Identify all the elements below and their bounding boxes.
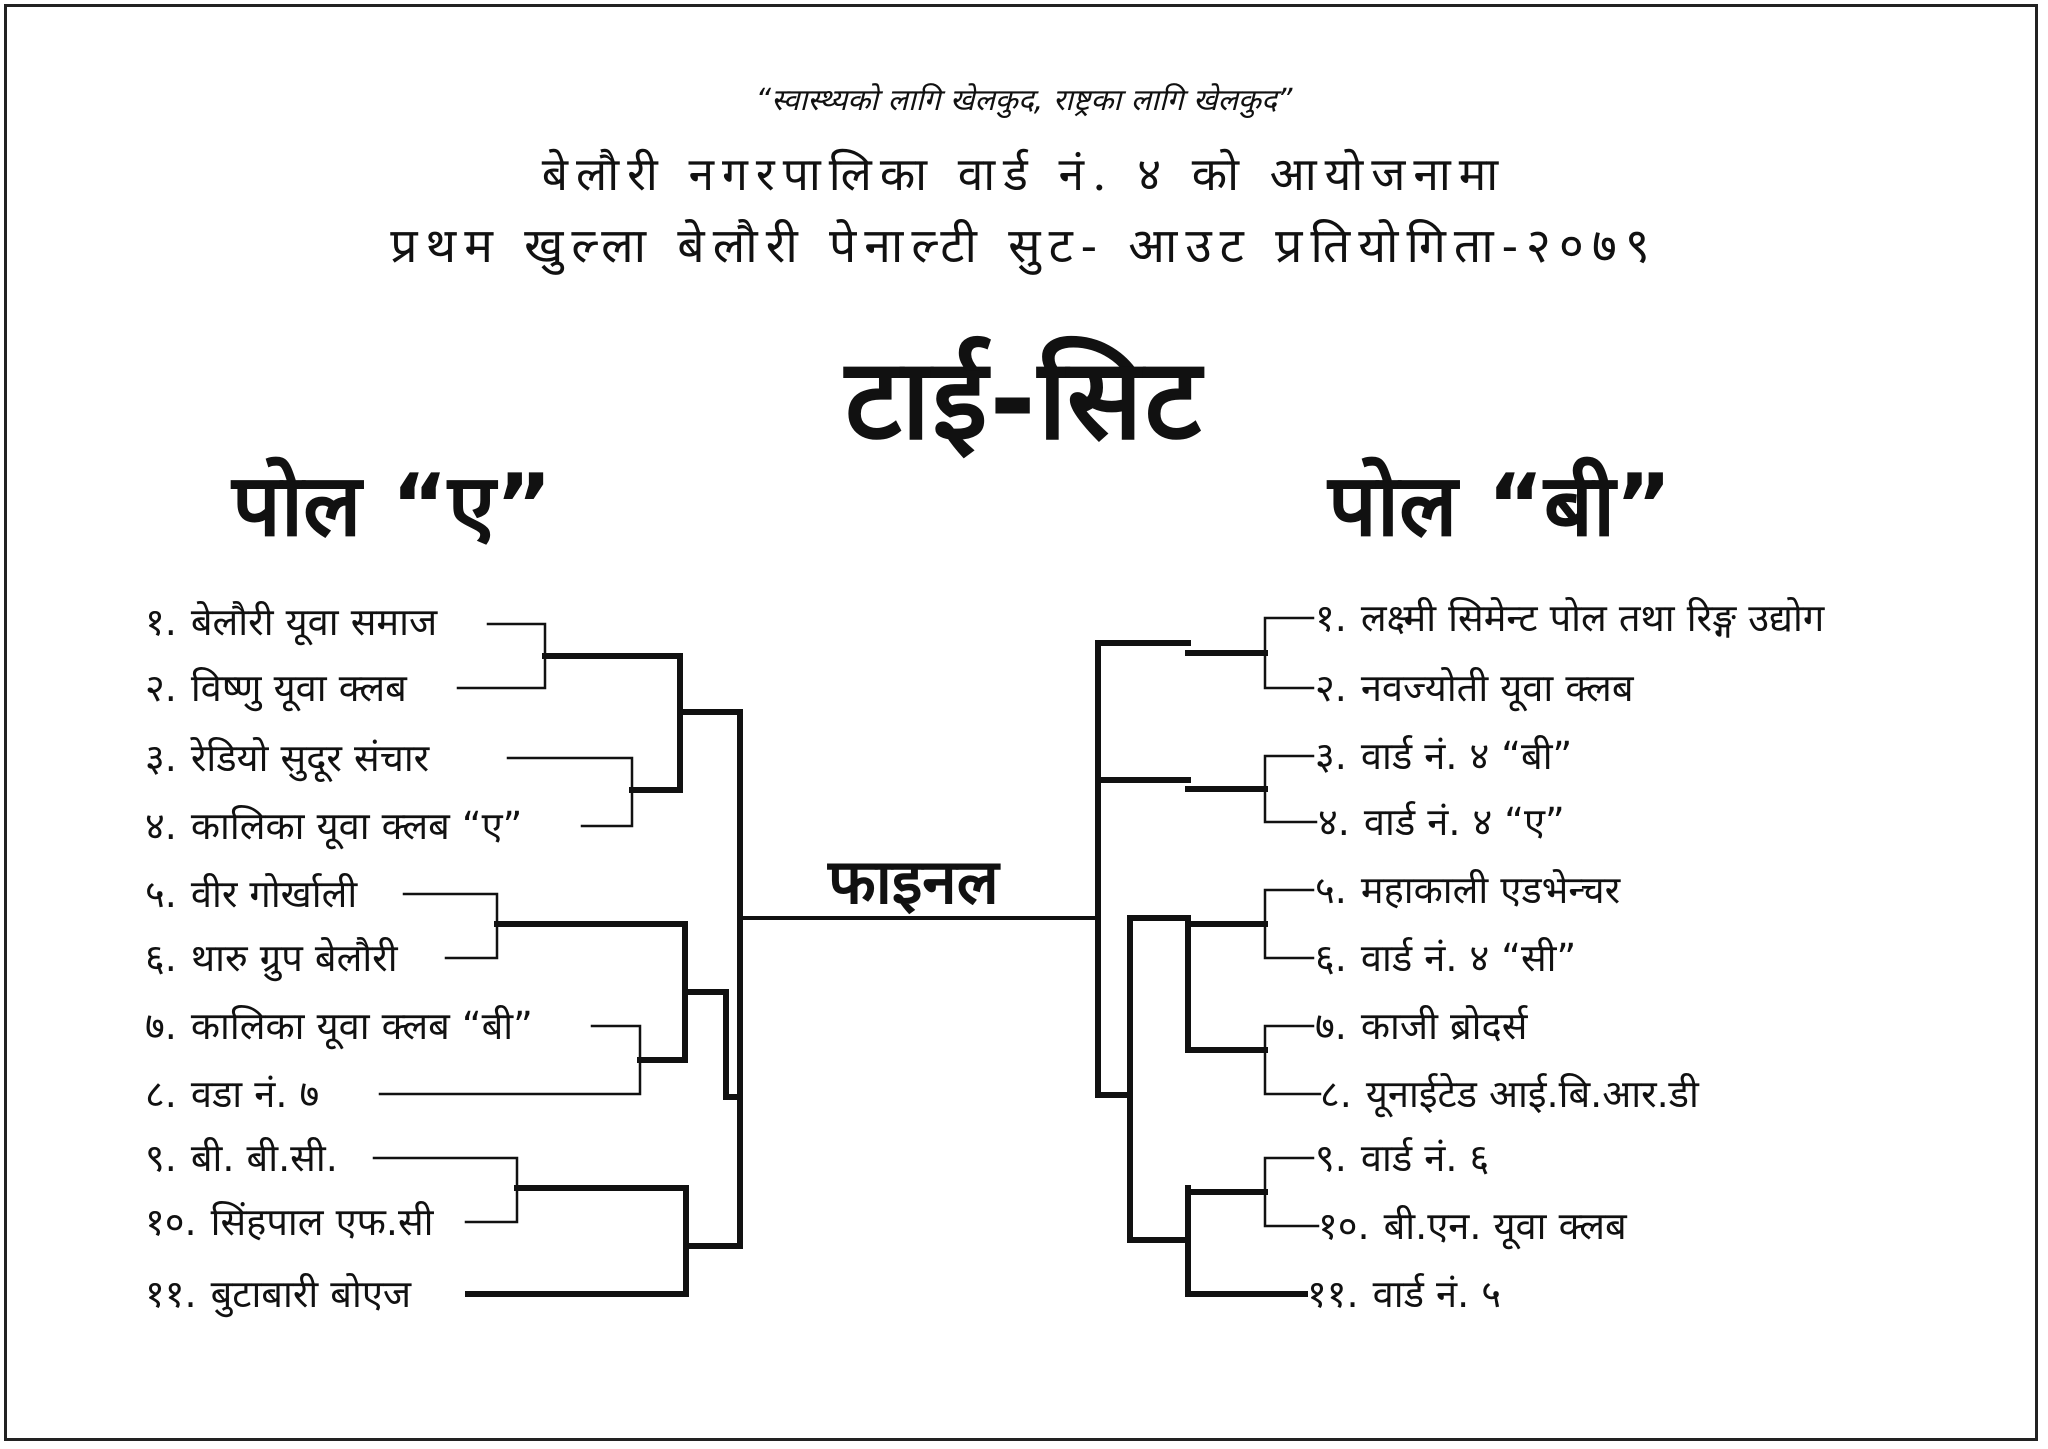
bracket-b-match-5-6 <box>1265 890 1313 958</box>
pool-a-team-10: १०. सिंहपाल एफ.सी <box>145 1200 434 1244</box>
bracket-a-semi-inner <box>685 992 740 1097</box>
page-title: टाई-सिट <box>844 335 1204 465</box>
pool-a-team-11: ११. बुटाबारी बोएज <box>145 1272 412 1316</box>
bracket-b-match-9-10 <box>1265 1158 1318 1226</box>
bracket-b-match-3-4 <box>1265 756 1316 822</box>
organizer-line: बेलौरी नगरपालिका वार्ड नं. ४ को आयोजनामा <box>541 147 1507 201</box>
pool-b-team-2: २. नवज्योती यूवा क्लब <box>1315 666 1634 710</box>
bracket-a-round2-bye <box>468 1188 686 1294</box>
pool-a-team-5: ५. वीर गोर्खाली <box>145 872 358 916</box>
bracket-a-match-1-2 <box>458 624 545 688</box>
bracket-b-round2-top <box>1098 643 1188 780</box>
pool-b-team-4: ४. वार्ड नं. ४ “ए” <box>1318 800 1565 844</box>
pool-b-team-6: ६. वार्ड नं. ४ “सी” <box>1315 936 1577 980</box>
pool-b-team-5: ५. महाकाली एडभेन्चर <box>1315 868 1621 912</box>
pool-a-team-6: ६. थारु ग्रुप बेलौरी <box>145 936 398 980</box>
pool-a-team-9: ९. बी. बी.सी. <box>145 1136 338 1180</box>
pool-b-team-9: ९. वार्ड नं. ६ <box>1315 1136 1490 1180</box>
bracket-a-semi-outer <box>680 712 740 1246</box>
pool-a-team-3: ३. रेडियो सुदूर संचार <box>145 736 430 780</box>
bracket-a-match-5-6 <box>404 894 497 958</box>
pool-a-team-2: २. विष्णु यूवा क्लब <box>145 666 407 710</box>
pool-a-team-4: ४. कालिका यूवा क्लब “ए” <box>145 804 523 848</box>
bracket-b-round2-mid <box>1130 918 1188 1240</box>
pool-b-team-3: ३. वार्ड नं. ४ “बी” <box>1315 734 1573 778</box>
pool-b-team-11: ११. वार्ड नं. ५ <box>1307 1272 1501 1316</box>
pool-b-team-7: ७. काजी ब्रोदर्स <box>1315 1004 1528 1048</box>
bracket-b-semi-outer <box>1098 715 1130 1095</box>
pool-a-team-1: १. बेलौरी यूवा समाज <box>145 600 438 644</box>
slogan: “स्वास्थ्यको लागि खेलकुद, राष्ट्रका लागि खेलकुद” <box>755 83 1293 118</box>
pool-b-team-8: ८. यूनाईटेड आई.बि.आर.डी <box>1320 1072 1699 1116</box>
pool-b-title: पोल “बी” <box>1328 456 1672 556</box>
bracket-b-round2-bottom <box>1188 1188 1305 1294</box>
bracket-a-match-3-4 <box>508 758 632 826</box>
tournament-name: प्रथम खुल्ला बेलौरी पेनाल्टी सुट- आउट प्रतियोगिता-२०७९ <box>390 218 1658 274</box>
bracket-a-round2-top <box>545 656 680 790</box>
pool-a-team-7: ७. कालिका यूवा क्लब “बी” <box>145 1004 533 1048</box>
pool-b-team-10: १०. बी.एन. यूवा क्लब <box>1318 1204 1627 1248</box>
pool-b-team-1: १. लक्ष्मी सिमेन्ट पोल तथा रिङ्ग उद्योग <box>1315 596 1825 640</box>
final-label: फाइनल <box>828 845 999 918</box>
bracket-b-match-7-8 <box>1265 1026 1320 1094</box>
pool-a-title: पोल “ए” <box>232 456 552 556</box>
pool-a-team-8: ८. वडा नं. ७ <box>145 1072 320 1116</box>
bracket-b-match-1-2 <box>1265 618 1313 688</box>
